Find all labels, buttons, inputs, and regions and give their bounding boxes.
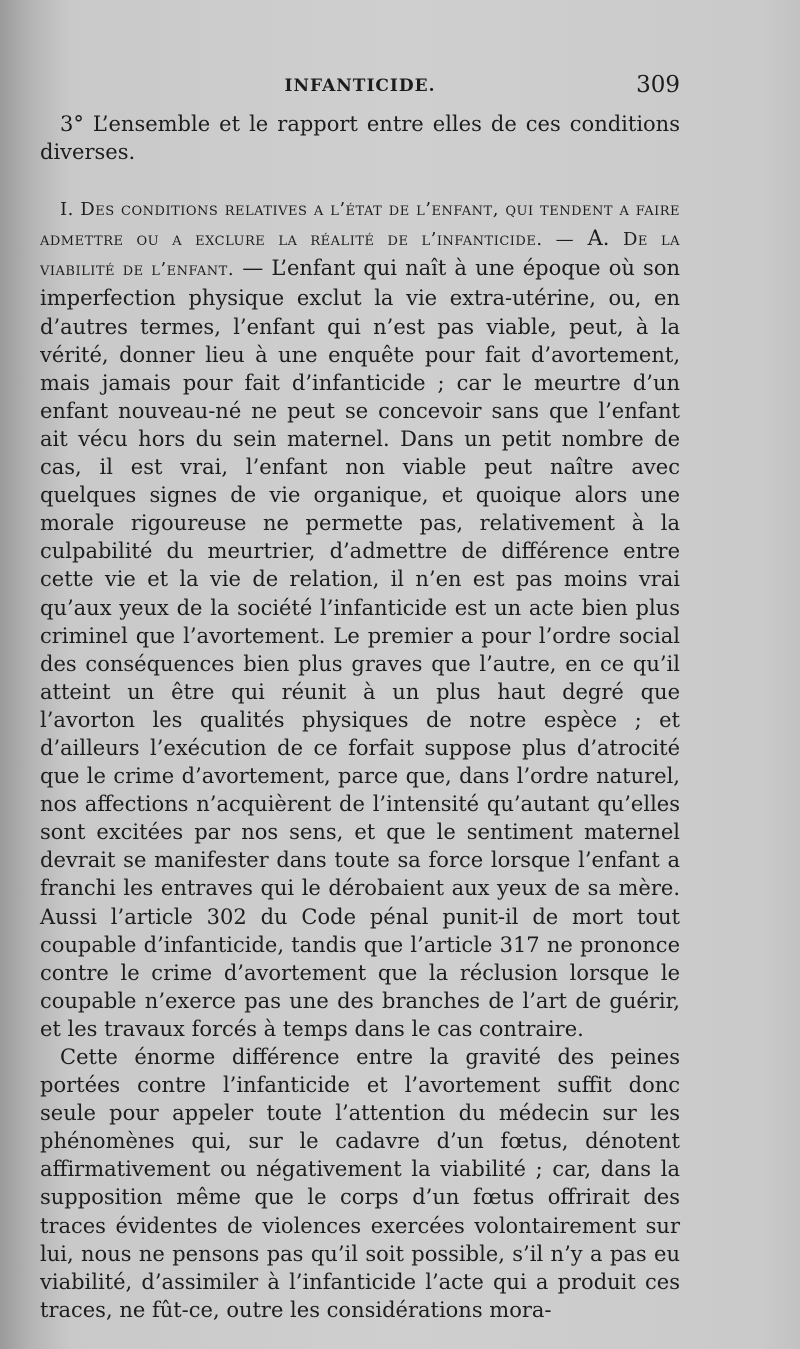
- paragraph-conditions-item-3: 3° L’ensemble et le rapport entre elles de ces conditions diverses.: [40, 112, 680, 165]
- section-body: — L’enfant qui naît à une époque où son imperfection physique exclut la vie extra-utérine, ou, en d’autres termes, l’enfant qui n’est pas viable, peut, à la vérité, donner lieu à une enquête pour fait d’avortement, mais jamais pour fait d’infanticide ; car le meurtre d’un enfant nouveau-né ne peut se concevoir sans que l’enfant ait vécu hors du sein maternel. Dans un petit nombre de cas, il est vrai, l’enfant non viable peut naître avec quelques signes de vie organique, et quoique alors une morale rigoureuse ne permette pas, relativement à la culpabilité du meurtrier, d’admettre de différence entre cette vie et la vie de relation, il n’en est pas moins vrai qu’aux yeux de la société l’infanticide est un acte bien plus criminel que l’avortement. Le premier a pour l’ordre social des conséquences bien plus graves que l’autre, en ce qu’il atteint un être qui réunit à un plus haut degré que l’avorton les qualités physiques de notre espèce ; et d’ailleurs l’exécution de ce forfait suppose plus d’atrocité que le crime d’avortement, parce que, dans l’ordre naturel, nos affections n’acquièrent de l’intensité qu’autant qu’elles sont excitées par nos sens, et que le sentiment maternel devrait se manifester dans toute sa force lorsque l’enfant a franchi les entraves qui le dérobaient aux yeux de sa mère. Aussi l’article 302 du Code pénal punit-il de mort tout coupable d’infanticide, tandis que l’article 317 ne prononce contre le crime d’avortement que la réclusion lorsque le coupable n’exerce pas une des branches de l’art de guérir, et les travaux forcés à temps dans le cas contraire.: [40, 256, 680, 1041]
- running-title: INFANTICIDE.: [284, 76, 436, 96]
- paragraph-section-I: [40, 194, 680, 1043]
- paragraph-viability: Cette énorme différence entre la gravité des peines portées contre l’infanticide et l’avortement suffit donc seule pour appeler toute l’attention du médecin sur les phénomènes qui, sur le cadavre d’un fœtus, dénotent affirmativement ou négativement la viabilité ; car, dans la supposition même que le corps d’un fœtus offrirait des traces évidentes de violences exercées volontairement sur lui, nous ne pensons pas qu’il soit possible, s’il n’y a pas eu viabilité, d’assimiler à l’infanticide l’acte qui a produit ces traces, ne fût-ce, outre les considérations mora-: [40, 1045, 680, 1322]
- subsection-heading: De la viabilité de l’enfant.: [40, 229, 680, 281]
- page-number: 309: [636, 72, 680, 98]
- body-text: [40, 110, 680, 1324]
- page-header: [40, 70, 680, 106]
- section-heading: I. Des conditions relatives a l’état de l’enfant, qui tendent a faire admettre ou a exclure la réalité de l’infanticide. —: [40, 199, 680, 251]
- subsection-letter: A.: [587, 226, 610, 251]
